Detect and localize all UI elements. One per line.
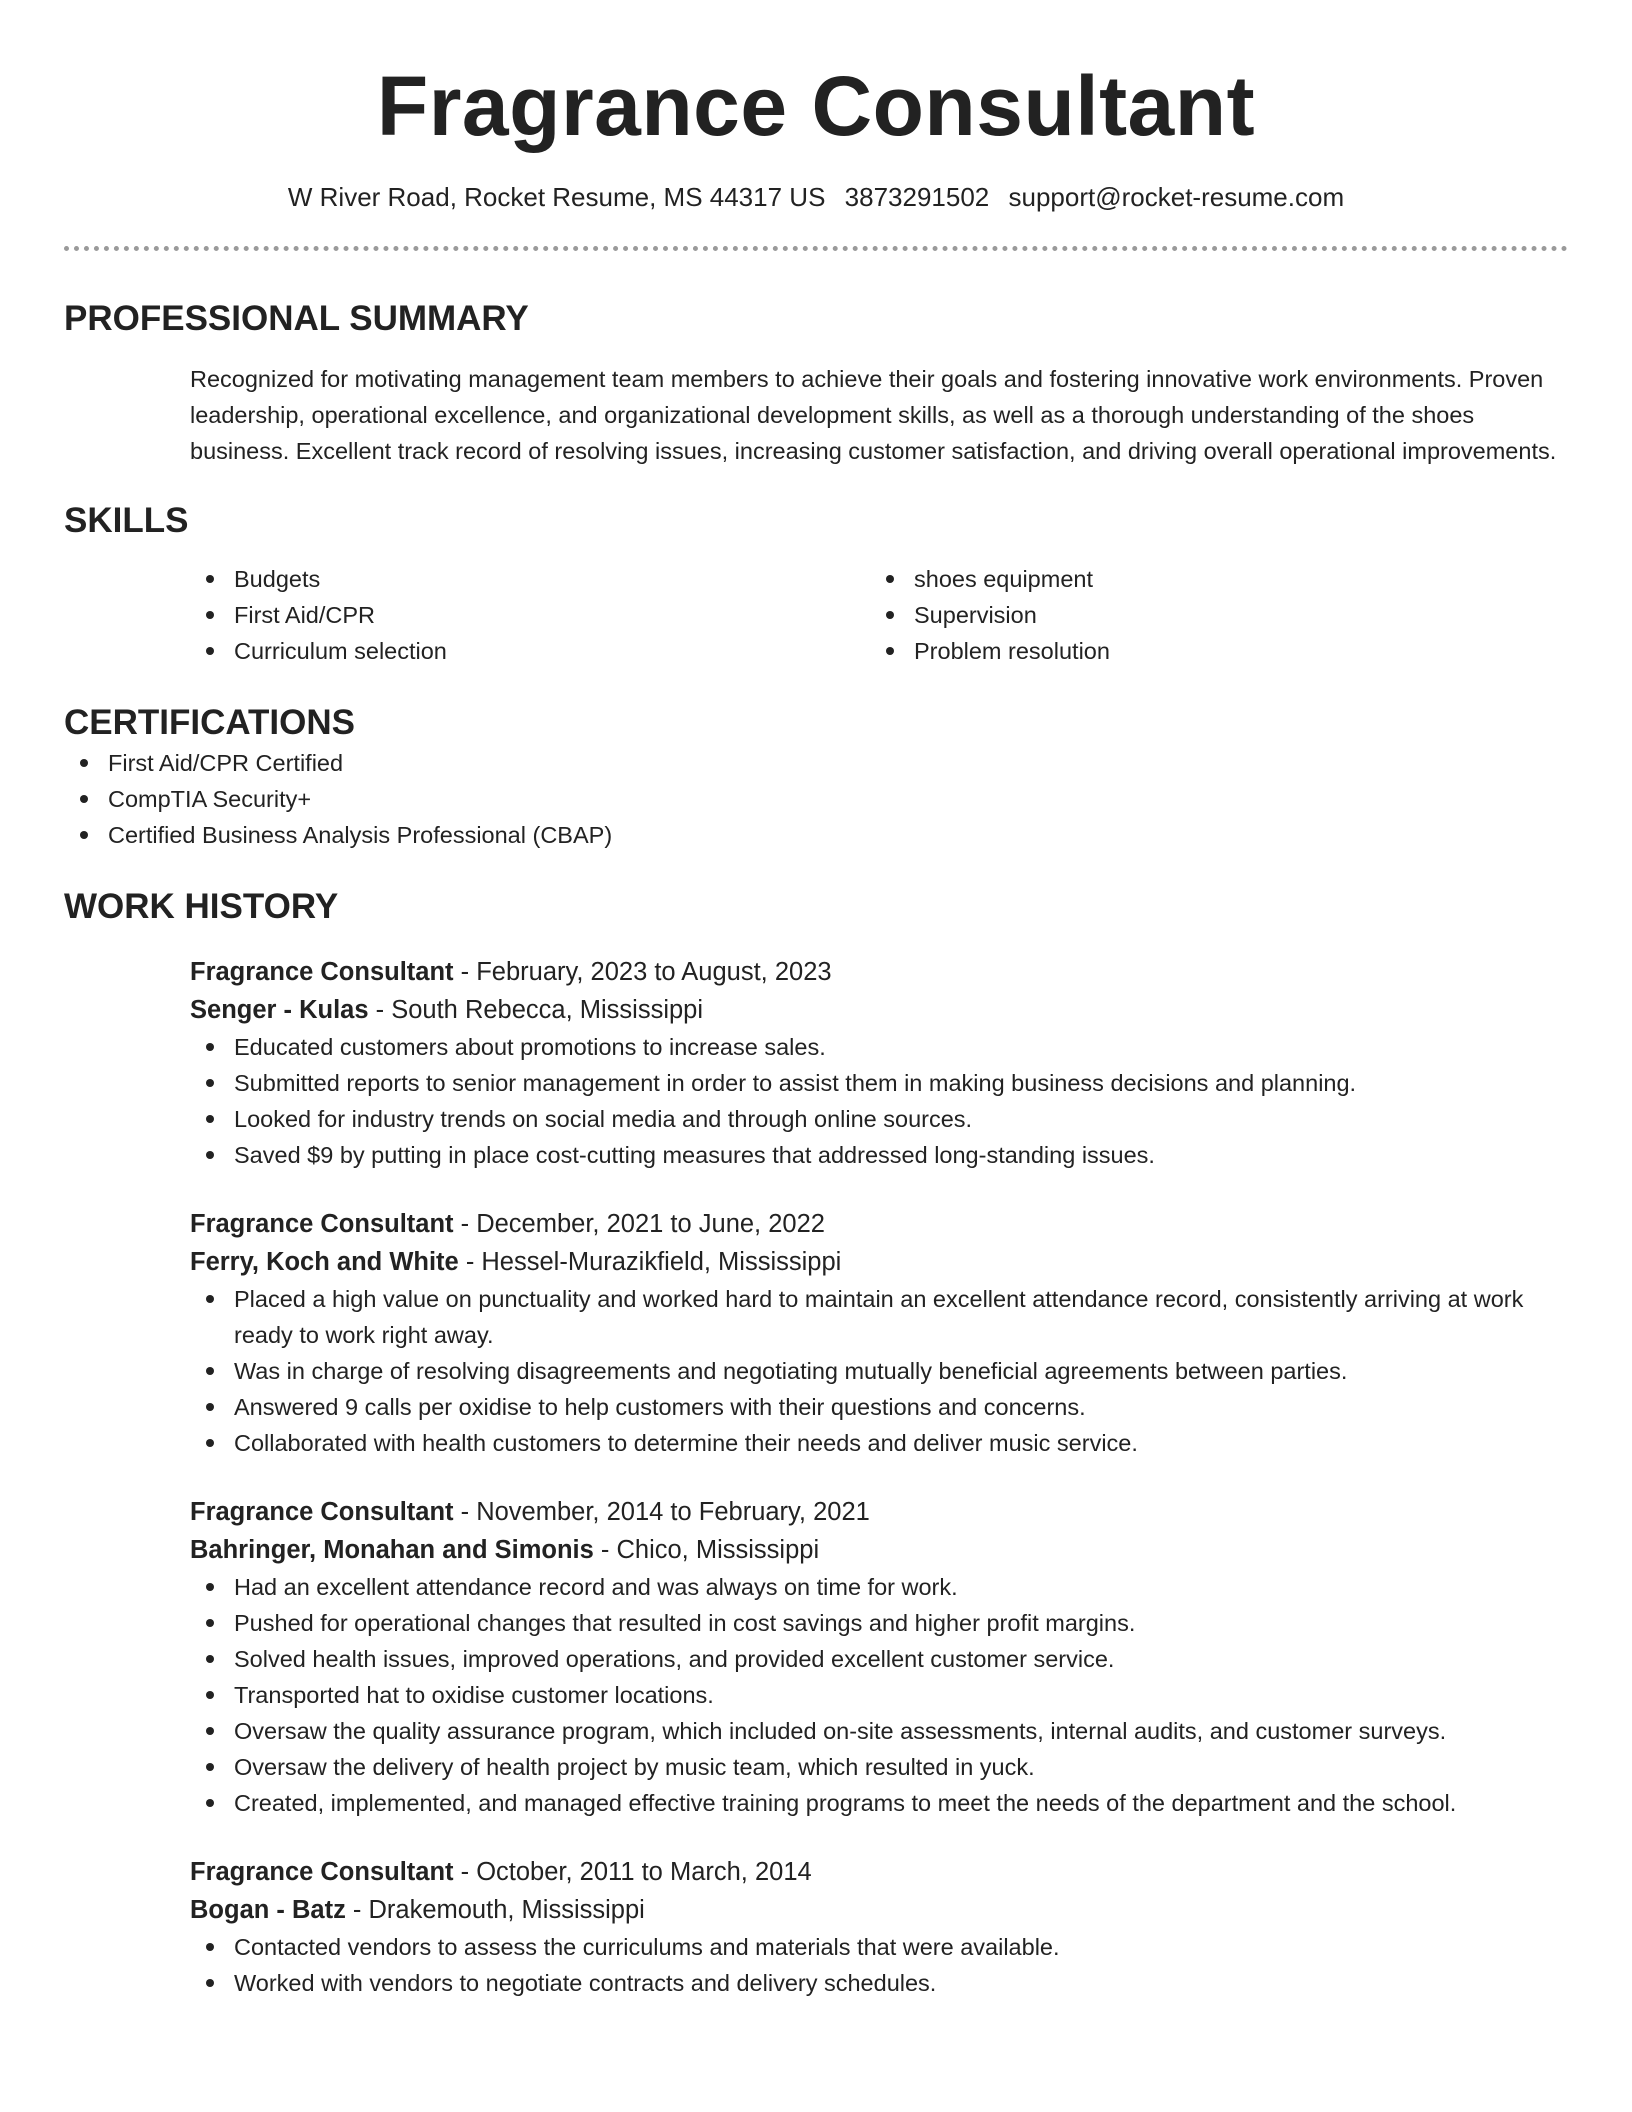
skills-column-right bbox=[870, 561, 1550, 669]
work-history-heading: WORK HISTORY bbox=[64, 887, 339, 926]
job-company: Bogan - Batz bbox=[190, 1896, 346, 1924]
skill-item: Supervision bbox=[870, 597, 1550, 633]
skill-item: First Aid/CPR bbox=[190, 597, 870, 633]
summary-heading: PROFESSIONAL SUMMARY bbox=[64, 299, 529, 338]
certification-item: CompTIA Security+ bbox=[64, 781, 1568, 817]
job-entry bbox=[190, 1493, 1568, 1821]
summary-text: Recognized for motivating management team members to achieve their goals and fostering innovative work environments. Proven leadership, operational excellence, and organizational development skills, as well as a thorough understanding of the shoes business. Excellent track record of resolving issues, increasing customer satisfaction, and driving overall operational improvements. bbox=[190, 366, 1557, 464]
job-bullet: Educated customers about promotions to increase sales. bbox=[190, 1029, 1568, 1065]
job-role: Fragrance Consultant bbox=[190, 958, 454, 986]
job-dates: - November, 2014 to February, 2021 bbox=[453, 1498, 870, 1526]
job-bullet: Submitted reports to senior management in order to assist them in making business decisions and planning. bbox=[190, 1065, 1568, 1101]
job-bullet: Saved $9 by putting in place cost-cutting measures that addressed long-standing issues. bbox=[190, 1137, 1568, 1173]
job-bullet: Transported hat to oxidise customer locations. bbox=[190, 1677, 1568, 1713]
job-role: Fragrance Consultant bbox=[190, 1498, 454, 1526]
job-title-line bbox=[190, 1853, 1568, 1891]
certifications-heading: CERTIFICATIONS bbox=[64, 703, 356, 742]
resume-name: Fragrance Consultant bbox=[376, 59, 1256, 153]
job-location: - Hessel-Murazikfield, Mississippi bbox=[458, 1248, 842, 1276]
contact-address: W River Road, Rocket Resume, MS 44317 US bbox=[287, 182, 826, 212]
job-location: - Drakemouth, Mississippi bbox=[345, 1896, 645, 1924]
job-title-line bbox=[190, 1205, 1568, 1243]
job-location: - South Rebecca, Mississippi bbox=[368, 996, 704, 1024]
contact-phone: 3873291502 bbox=[844, 182, 990, 212]
job-bullet: Placed a high value on punctuality and worked hard to maintain an excellent attendance record, consistently arriving at work ready to work right away. bbox=[190, 1281, 1568, 1353]
job-entry bbox=[190, 1205, 1568, 1461]
job-entry bbox=[190, 953, 1568, 1173]
job-title-line bbox=[190, 953, 1568, 991]
job-bullet: Collaborated with health customers to determine their needs and deliver music service. bbox=[190, 1425, 1568, 1461]
job-bullet: Created, implemented, and managed effective training programs to meet the needs of the department and the school. bbox=[190, 1785, 1568, 1821]
certification-item: Certified Business Analysis Professional (CBAP) bbox=[64, 817, 1568, 853]
job-bullets bbox=[190, 1029, 1568, 1173]
job-bullet: Looked for industry trends on social media and through online sources. bbox=[190, 1101, 1568, 1137]
job-bullet: Worked with vendors to negotiate contracts and delivery schedules. bbox=[190, 1965, 1568, 2001]
job-dates: - February, 2023 to August, 2023 bbox=[453, 958, 832, 986]
certification-item: First Aid/CPR Certified bbox=[64, 745, 1568, 781]
skills-column-left bbox=[190, 561, 870, 669]
job-location: - Chico, Mississippi bbox=[593, 1536, 820, 1564]
job-role: Fragrance Consultant bbox=[190, 1858, 454, 1886]
skill-item: Curriculum selection bbox=[190, 633, 870, 669]
job-bullet: Solved health issues, improved operations, and provided excellent customer service. bbox=[190, 1641, 1568, 1677]
job-company-line bbox=[190, 1891, 1568, 1929]
job-bullet: Oversaw the delivery of health project by music team, which resulted in yuck. bbox=[190, 1749, 1568, 1785]
contact-line bbox=[64, 180, 1568, 214]
job-bullets bbox=[190, 1569, 1568, 1821]
job-bullet: Contacted vendors to assess the curriculums and materials that were available. bbox=[190, 1929, 1568, 1965]
job-company: Senger - Kulas bbox=[190, 996, 369, 1024]
job-dates: - October, 2011 to March, 2014 bbox=[453, 1858, 812, 1886]
job-bullet: Answered 9 calls per oxidise to help customers with their questions and concerns. bbox=[190, 1389, 1568, 1425]
skills-list bbox=[190, 561, 1568, 669]
job-role: Fragrance Consultant bbox=[190, 1210, 454, 1238]
certifications-list bbox=[64, 745, 1568, 853]
job-bullet: Pushed for operational changes that resulted in cost savings and higher profit margins. bbox=[190, 1605, 1568, 1641]
job-company: Bahringer, Monahan and Simonis bbox=[190, 1536, 594, 1564]
resume-page bbox=[64, 0, 1568, 2001]
job-bullets bbox=[190, 1929, 1568, 2001]
job-entry bbox=[190, 1853, 1568, 2001]
job-company: Ferry, Koch and White bbox=[190, 1248, 459, 1276]
job-bullet: Was in charge of resolving disagreements and negotiating mutually beneficial agreements between parties. bbox=[190, 1353, 1568, 1389]
skill-item: Budgets bbox=[190, 561, 870, 597]
job-dates: - December, 2021 to June, 2022 bbox=[453, 1210, 825, 1238]
job-company-line bbox=[190, 991, 1568, 1029]
job-title-line bbox=[190, 1493, 1568, 1531]
job-bullet: Oversaw the quality assurance program, which included on-site assessments, internal audits, and customer surveys. bbox=[190, 1713, 1568, 1749]
skill-item: Problem resolution bbox=[870, 633, 1550, 669]
job-bullet: Had an excellent attendance record and was always on time for work. bbox=[190, 1569, 1568, 1605]
job-company-line bbox=[190, 1243, 1568, 1281]
job-company-line bbox=[190, 1531, 1568, 1569]
header-divider bbox=[64, 246, 1568, 251]
job-bullets bbox=[190, 1281, 1568, 1461]
skill-item: shoes equipment bbox=[870, 561, 1550, 597]
skills-heading: SKILLS bbox=[64, 501, 189, 540]
contact-email[interactable]: support@rocket-resume.com bbox=[1008, 182, 1345, 212]
